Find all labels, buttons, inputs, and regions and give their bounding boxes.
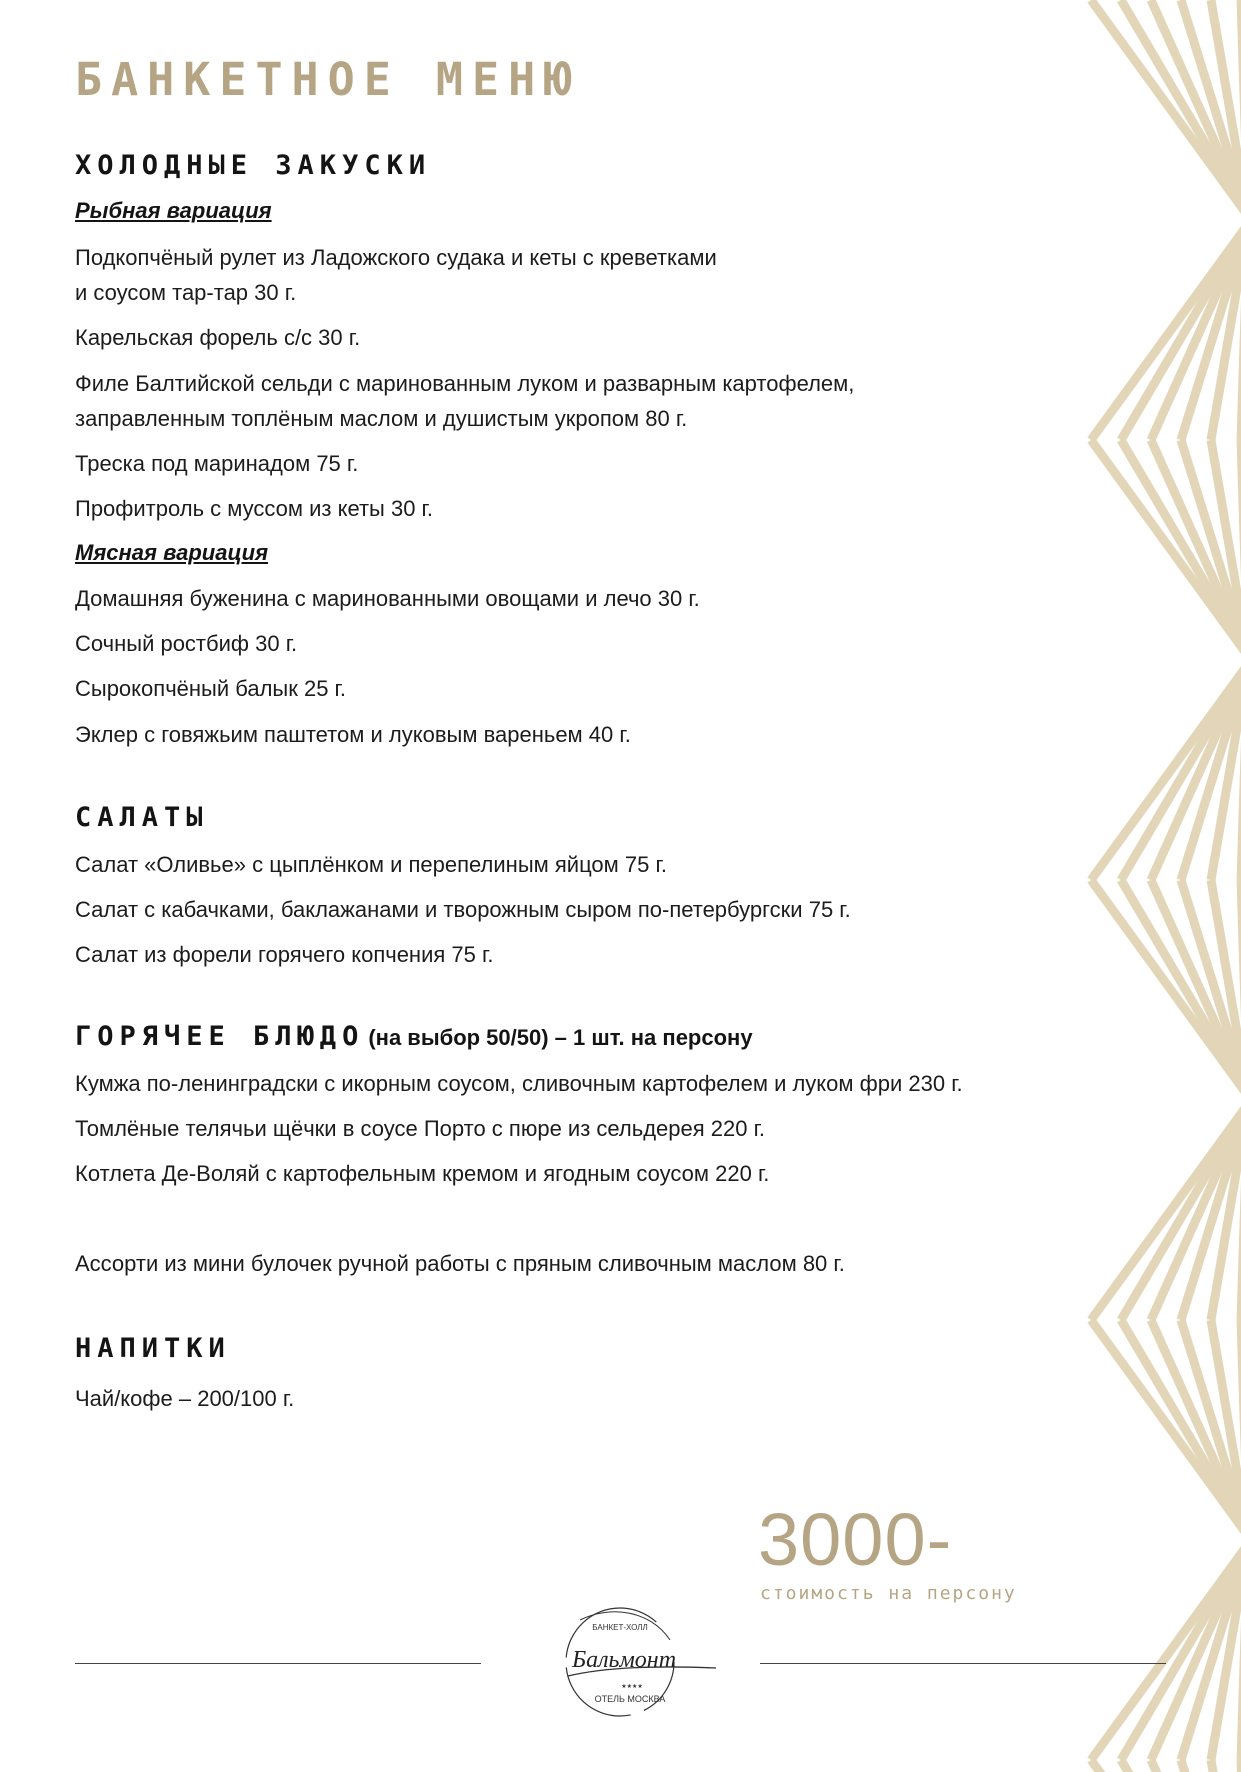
menu-item: Эклер с говяжьим паштетом и луковым вареньем 40 г. <box>75 722 631 747</box>
pattern-line <box>1091 1760 1241 1772</box>
meat-variation-heading: Мясная вариация <box>75 540 269 565</box>
menu-item: Салат «Оливье» с цыплёнком и перепелиным яйцом 75 г. <box>75 852 667 877</box>
pattern-line <box>1211 0 1241 440</box>
menu-item: заправленным топлёным маслом и душистым укропом 80 г. <box>75 406 688 431</box>
menu-item: Сочный ростбиф 30 г. <box>75 631 298 656</box>
section-hot-title: ГОРЯЧЕЕ БЛЮДО <box>75 1021 365 1052</box>
fish-variation-heading: Рыбная вариация <box>75 198 272 223</box>
menu-item: Карельская форель с/с 30 г. <box>75 325 361 350</box>
footer-rule-left <box>75 1663 481 1664</box>
menu-item-bread: Ассорти из мини булочек ручной работы с пряным сливочным маслом 80 г. <box>75 1251 845 1276</box>
section-drinks-heading: НАПИТКИ <box>75 1333 231 1364</box>
menu-item: Кумжа по-ленинградски с икорным соусом, сливочным картофелем и луком фри 230 г. <box>75 1071 963 1096</box>
pattern-line <box>1181 0 1241 440</box>
section-cold-heading: ХОЛОДНЫЕ ЗАКУСКИ <box>75 150 432 181</box>
chevron-pattern <box>1067 0 1241 1772</box>
pattern-line <box>1181 440 1241 880</box>
page-title: БАНКЕТНОЕ МЕНЮ <box>75 53 581 106</box>
logo-stars: ★★★★ <box>621 1683 643 1690</box>
balmont-logo <box>520 1600 720 1772</box>
logo-top-text: БАНКЕТ-ХОЛЛ <box>592 1623 648 1632</box>
pattern-line <box>1181 1320 1241 1760</box>
footer-rule-right <box>760 1663 1166 1664</box>
section-hot-note: (на выбор 50/50) – 1 шт. на персону <box>368 1025 753 1050</box>
menu-item: Филе Балтийской сельди с маринованным луком и разварным картофелем, <box>75 371 855 396</box>
pattern-line <box>1151 1760 1241 1772</box>
section-hot-heading <box>75 1019 753 1056</box>
menu-item: Подкопчёный рулет из Ладожского судака и кеты с креветками <box>75 245 717 270</box>
logo-bottom-text: ОТЕЛЬ МОСКВА <box>594 1694 666 1704</box>
menu-item: Чай/кофе – 200/100 г. <box>75 1386 295 1411</box>
menu-item: Томлёные телячьи щёчки в соусе Порто с пюре из сельдерея 220 г. <box>75 1116 766 1141</box>
menu-item: Сырокопчёный балык 25 г. <box>75 676 347 701</box>
pattern-line <box>1211 1760 1241 1772</box>
logo-script: Бальмонт <box>571 1647 677 1673</box>
menu-item: и соусом тар-тар 30 г. <box>75 280 297 305</box>
pattern-line <box>1181 880 1241 1320</box>
menu-item: Котлета Де-Воляй с картофельным кремом и ягодным соусом 220 г. <box>75 1161 770 1186</box>
menu-item: Профитроль с муссом из кеты 30 г. <box>75 496 434 521</box>
price-value: 3000- <box>758 1498 953 1581</box>
menu-item: Треска под маринадом 75 г. <box>75 451 359 476</box>
section-salads-heading: САЛАТЫ <box>75 802 209 833</box>
pattern-line <box>1211 1320 1241 1760</box>
menu-item: Салат с кабачками, баклажанами и творожным сыром по-петербургски 75 г. <box>75 897 851 922</box>
price-caption: стоимость на персону <box>760 1583 1017 1604</box>
menu-item: Салат из форели горячего копчения 75 г. <box>75 942 494 967</box>
menu-item: Домашняя буженина с маринованными овощами и лечо 30 г. <box>75 586 700 611</box>
pattern-line <box>1211 880 1241 1320</box>
pattern-line <box>1211 440 1241 880</box>
